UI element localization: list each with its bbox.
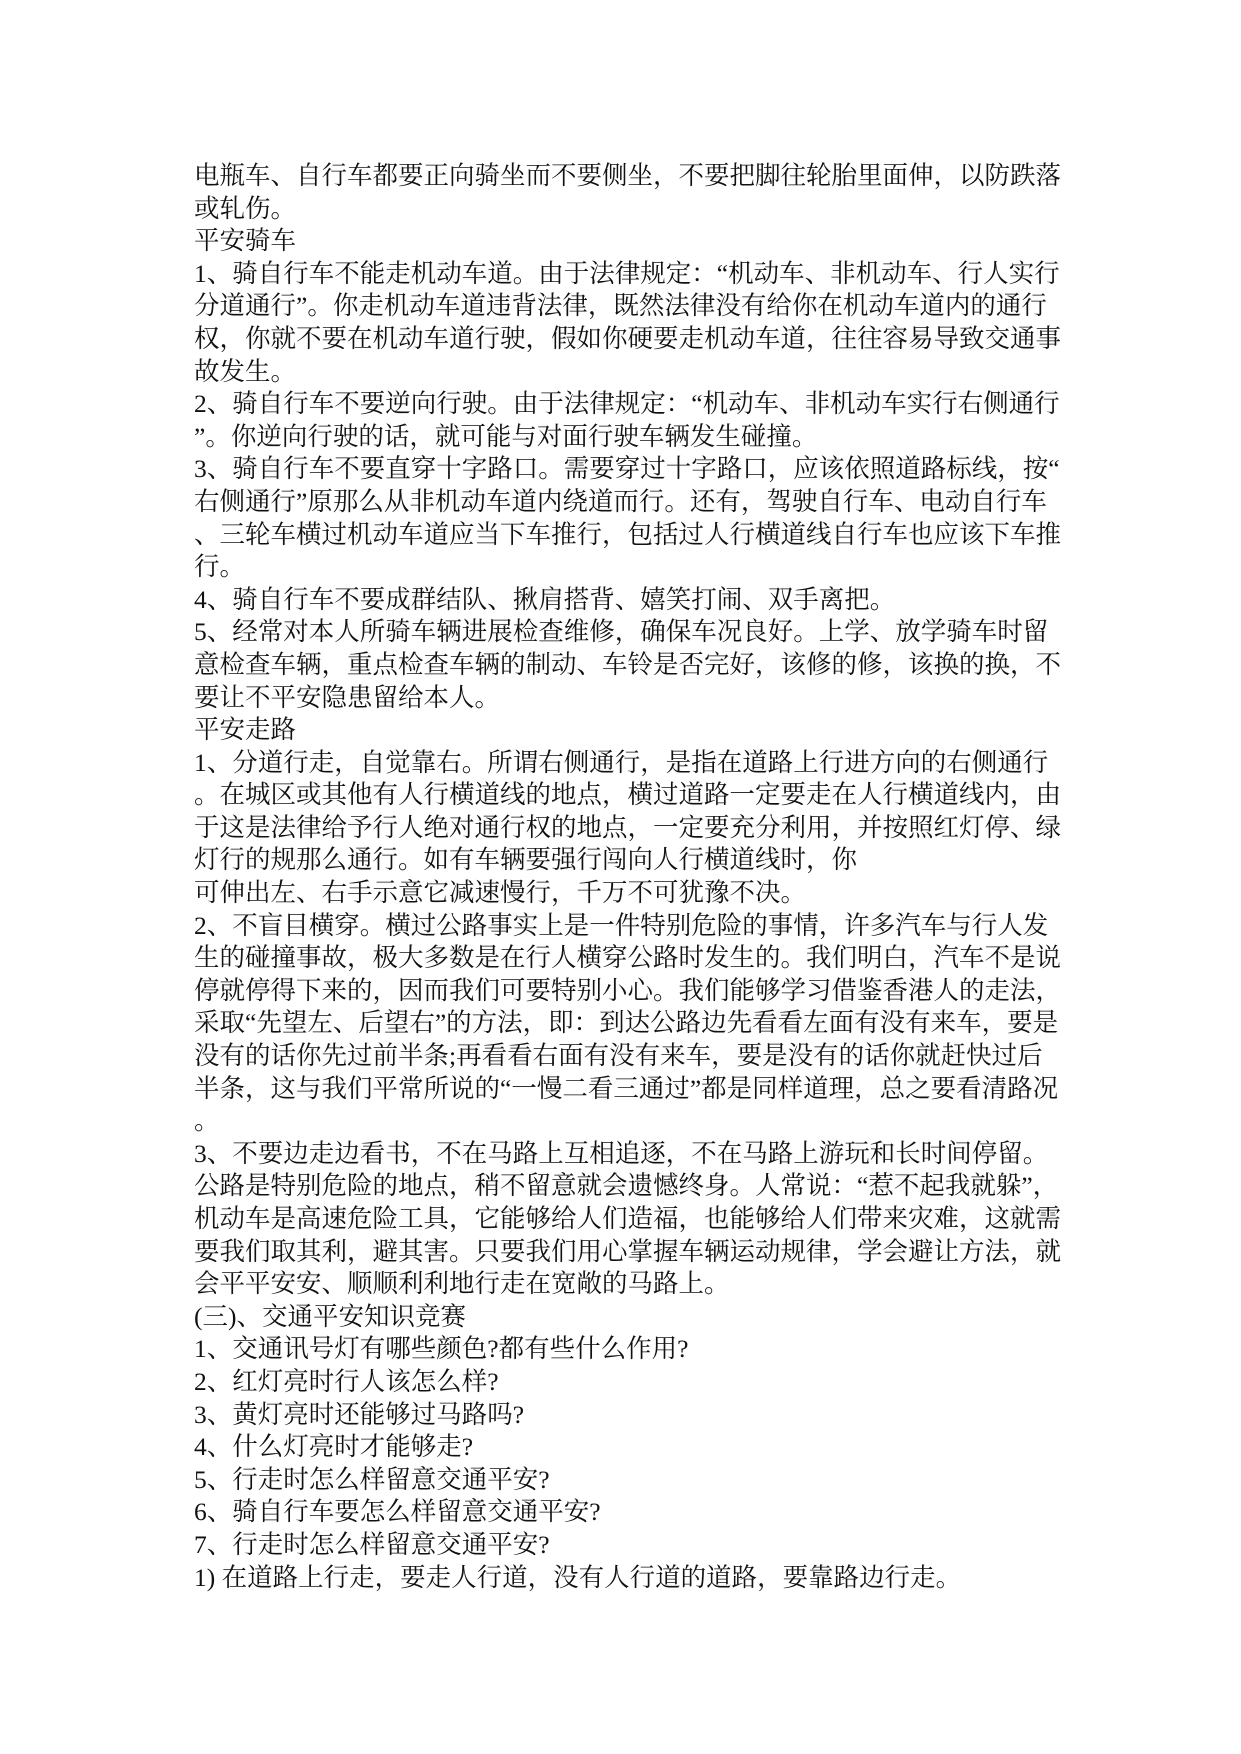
text-line: 平安走路: [194, 715, 297, 745]
text-line: 6、骑自行车要怎么样留意交通平安?: [194, 1497, 601, 1527]
text-line: 。: [194, 1106, 220, 1136]
text-line: 1) 在道路上行走，要走人行道，没有人行道的道路，要靠路边行走。: [194, 1562, 962, 1592]
text-line: 于这是法律给予行人绝对通行权的地点，一定要充分利用，并按照红灯停、绿: [194, 812, 1062, 842]
text-line: 2、不盲目横穿。横过公路事实上是一件特别危险的事情，许多汽车与行人发: [194, 910, 1049, 940]
text-line: 右侧通行”原那么从非机动车道内绕道而行。还有，驾驶自行车、电动自行车: [194, 486, 1047, 516]
text-line: 没有的话你先过前半条;再看看右面有没有来车，要是没有的话你就赶快过后: [194, 1041, 1043, 1071]
text-line: 2、骑自行车不要逆向行驶。由于法律规定：“机动车、非机动车实行右侧通行: [194, 389, 1060, 419]
text-line: 。在城区或其他有人行横道线的地点，横过道路一定要走在人行横道线内，由: [194, 780, 1062, 810]
text-line: 意检查车辆，重点检查车辆的制动、车铃是否完好，该修的修，该换的换，不: [194, 649, 1062, 679]
text-line: 5、行走时怎么样留意交通平安?: [194, 1464, 550, 1494]
text-line: 机动车是高速危险工具，它能够给人们造福，也能够给人们带来灾难，这就需: [194, 1204, 1062, 1233]
text-line: 或轧伤。: [194, 193, 297, 223]
text-line: 半条，这与我们平常所说的“一慢二看三通过”都是同样道理，总之要看清路况: [194, 1073, 1059, 1103]
text-line: 1、交通讯号灯有哪些颜色?都有些什么作用?: [194, 1334, 689, 1364]
text-line: 生的碰撞事故，极大多数是在行人横穿公路时发生的。我们明白，汽车不是说: [194, 943, 1062, 973]
text-line: 公路是特别危险的地点，稍不留意就会遗憾终身。人常说：“惹不起我就躲”，: [194, 1171, 1059, 1201]
text-line: 4、什么灯亮时才能够走?: [194, 1432, 474, 1462]
text-line: 2、红灯亮时行人该怎么样?: [194, 1366, 499, 1396]
text-line: 行。: [194, 552, 246, 582]
text-line: 7、行走时怎么样留意交通平安?: [194, 1529, 550, 1559]
text-line: 4、骑自行车不要成群结队、揪肩搭背、嬉笑打闹、双手离把。: [194, 584, 896, 614]
text-line: 3、骑自行车不要直穿十字路口。需要穿过十字路口，应该依照道路标线，按“: [194, 454, 1060, 484]
text-line: 、三轮车横过机动车道应当下车推行，包括过人行横道线自行车也应该下车推: [194, 519, 1062, 549]
text-line: (三)、交通平安知识竞赛: [194, 1301, 466, 1331]
text-line: 5、经常对本人所骑车辆进展检查维修，确保车况良好。上学、放学骑车时留: [194, 617, 1049, 647]
text-line: 电瓶车、自行车都要正向骑坐而不要侧坐，不要把脚往轮胎里面伸，以防跌落: [194, 161, 1062, 190]
document-body: [194, 160, 1062, 1594]
text-line: 1、骑自行车不能走机动车道。由于法律规定：“机动车、非机动车、行人实行: [194, 258, 1060, 288]
text-line: 停就停得下来的，因而我们可要特别小心。我们能够学习借鉴香港人的走法，: [194, 975, 1062, 1005]
text-line: 采取“先望左、后望右”的方法，即：到达公路边先看看左面有没有来车，要是: [194, 1008, 1059, 1038]
text-line: 故发生。: [194, 356, 297, 386]
text-line: 要我们取其利，避其害。只要我们用心掌握车辆运动规律，学会避让方法，就: [194, 1236, 1062, 1266]
text-line: 要让不平安隐患留给本人。: [194, 682, 501, 712]
text-line: 平安骑车: [194, 226, 297, 256]
text-line: 可伸出左、右手示意它减速慢行，千万不可犹豫不决。: [194, 878, 807, 908]
text-line: 1、分道行走，自觉靠右。所谓右侧通行，是指在道路上行进方向的右侧通行: [194, 747, 1049, 777]
text-line: ”。你逆向行驶的话，就可能与对面行驶车辆发生碰撞。: [194, 421, 818, 451]
text-line: 会平平安安、顺顺利利地行走在宽敞的马路上。: [194, 1269, 730, 1299]
text-line: 权，你就不要在机动车道行驶，假如你硬要走机动车道，往往容易导致交通事: [194, 323, 1062, 353]
text-line: 3、不要边走边看书，不在马路上互相追逐，不在马路上游玩和长时间停留。: [194, 1138, 1049, 1168]
text-line: 灯行的规那么通行。如有车辆要强行闯向人行横道线时，你: [194, 845, 858, 875]
text-line: 3、黄灯亮时还能够过马路吗?: [194, 1399, 525, 1429]
text-line: 分道通行”。你走机动车道违背法律，既然法律没有给你在机动车道内的通行: [194, 291, 1047, 321]
